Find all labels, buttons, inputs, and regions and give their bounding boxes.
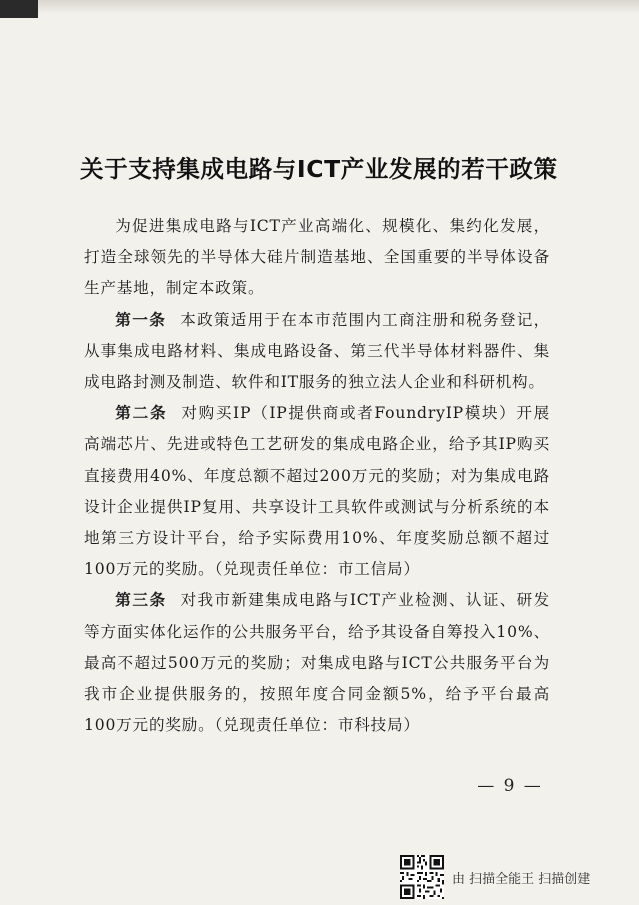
intro-paragraph: 为促进集成电路与ICT产业高端化、规模化、集约化发展，打造全球领先的半导体大硅片制造基地、全国重要的半导体设备生产基地，制定本政策。 — [84, 217, 550, 298]
scan-corner-mark — [0, 0, 38, 18]
article-2-text: 对购买IP（IP提供商或者FoundryIP模块）开展高端芯片、先进或特色工艺研发的集成电路企业，给予其IP购买直接费用40%、年度总额不超过200万元的奖励；对为集成电路设计企业提供IP复用、共享设计工具软件或测试与分析系统的本地第三方设计平台，给予实际费用10%、年度奖励总额不超过100万元的奖励。（兑现责任单位：市工信局） — [84, 404, 550, 579]
article-2-heading: 第二条 — [115, 404, 168, 423]
article-3-heading: 第三条 — [115, 591, 167, 610]
document-body — [84, 211, 550, 741]
article-3-text: 对我市新建集成电路与ICT产业检测、认证、研发等方面实体化运作的公共服务平台，给予其设备自筹投入10%、最高不超过500万元的奖励；对集成电路与ICT公共服务平台为我市企业提供服务的，按照年度合同金额5%，给予平台最高100万元的奖励。（兑现责任单位：市科技局） — [84, 591, 550, 735]
article-1-text: 本政策适用于在本市范围内工商注册和税务登记，从事集成电路材料、集成电路设备、第三代半导体材料器件、集成电路封测及制造、软件和IT服务的独立法人企业和科研机构。 — [84, 310, 550, 392]
scan-edge-shadow — [0, 0, 639, 14]
scanner-watermark — [400, 855, 590, 899]
document-title: 关于支持集成电路与ICT产业发展的若干政策 — [80, 155, 558, 183]
article-1 — [84, 305, 550, 399]
article-2 — [84, 398, 550, 585]
page-number: — 9 — — [477, 776, 543, 796]
article-1-heading: 第一条 — [115, 310, 167, 329]
scanner-credit-text: 由 扫描全能王 扫描创建 — [452, 871, 591, 887]
qr-code-icon — [400, 855, 444, 899]
article-3 — [84, 585, 550, 741]
